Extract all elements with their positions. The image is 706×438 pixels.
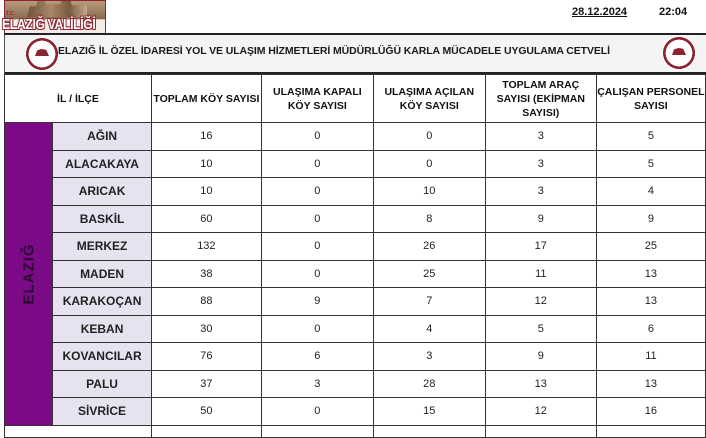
vehicle-count: 9 [485,205,596,233]
table-row [5,343,706,371]
district-name: MERKEZ [53,233,152,261]
vehicle-count: 12 [485,398,596,426]
staff-count: 6 [596,315,705,343]
vehicle-count: 17 [485,233,596,261]
snow-operations-table [4,74,706,438]
table-row [5,150,706,178]
total-villages: 16 [151,123,261,151]
table-row-partial [5,425,706,437]
opened-villages: 26 [373,233,485,261]
staff-count: 5 [596,123,705,151]
district-name: KOVANCILAR [53,343,152,371]
district-name: KARAKOÇAN [53,288,152,316]
vehicle-count: 3 [485,123,596,151]
table-row [5,398,706,426]
opened-villages: 15 [373,398,485,426]
table-header-row [5,75,706,123]
staff-count: 13 [596,260,705,288]
total-villages: 88 [151,288,261,316]
vehicle-count: 12 [485,288,596,316]
opened-villages: 4 [373,315,485,343]
total-villages: 132 [151,233,261,261]
table-row [5,178,706,206]
closed-villages: 0 [261,260,373,288]
column-header-vehicles: TOPLAM ARAÇ SAYISI (EKİPMAN SAYISI) [485,75,596,123]
district-name: ARICAK [53,178,152,206]
closed-villages: 0 [261,123,373,151]
opened-villages: 3 [373,343,485,371]
column-header-opened-villages: ULAŞIMA AÇILAN KÖY SAYISI [373,75,485,123]
district-name: KEBAN [53,315,152,343]
closed-villages: 0 [261,398,373,426]
opened-villages: 10 [373,178,485,206]
district-name: ALACAKAYA [53,150,152,178]
closed-villages: 0 [261,178,373,206]
closed-villages: 0 [261,150,373,178]
district-name: MADEN [53,260,152,288]
banner-title: ELAZIĞ VALİLİĞİ [2,16,96,33]
opened-villages: 0 [373,150,485,178]
district-name: AĞIN [53,123,152,151]
total-villages: 38 [151,260,261,288]
vehicle-count: 3 [485,178,596,206]
report-date: 28.12.2024 [572,6,628,18]
total-villages: 30 [151,315,261,343]
vehicle-count: 11 [485,260,596,288]
total-villages: 10 [151,178,261,206]
table-row [5,370,706,398]
staff-count: 13 [596,288,705,316]
total-villages: 37 [151,370,261,398]
province-band [5,123,53,426]
closed-villages: 0 [261,205,373,233]
table-row [5,233,706,261]
seal-logo-icon [662,36,696,70]
total-villages: 76 [151,343,261,371]
banner-prefix: T.C. [6,11,15,17]
staff-count: 16 [596,398,705,426]
district-name: SİVRİCE [53,398,152,426]
table-row [5,315,706,343]
vehicle-count: 13 [485,370,596,398]
opened-villages: 8 [373,205,485,233]
opened-villages: 25 [373,260,485,288]
opened-villages: 0 [373,123,485,151]
staff-count: 25 [596,233,705,261]
staff-count: 5 [596,150,705,178]
closed-villages: 0 [261,233,373,261]
district-name: BASKİL [53,205,152,233]
province-label: ELAZIĞ [20,243,38,305]
vehicle-count: 5 [485,315,596,343]
opened-villages: 7 [373,288,485,316]
column-header-district: İL / İLÇE [5,75,152,123]
total-villages: 50 [151,398,261,426]
staff-count: 9 [596,205,705,233]
closed-villages: 0 [261,315,373,343]
staff-count: 4 [596,178,705,206]
table-row [5,260,706,288]
vehicle-count: 9 [485,343,596,371]
district-name: PALU [53,370,152,398]
castle-image [27,0,87,17]
staff-count: 11 [596,343,705,371]
staff-count: 13 [596,370,705,398]
seal-logo-icon [25,37,59,71]
opened-villages: 28 [373,370,485,398]
closed-villages: 9 [261,288,373,316]
table-row [5,288,706,316]
table-row [5,123,706,151]
closed-villages: 3 [261,370,373,398]
document-title: ELAZIĞ İL ÖZEL İDARESİ YOL VE ULAŞIM HİZMETLERİ MÜDÜRLÜĞÜ KARLA MÜCADELE UYGULAMA CETVELİ [58,45,610,57]
total-villages: 10 [151,150,261,178]
closed-villages: 6 [261,343,373,371]
report-time: 22:04 [659,6,688,18]
vehicle-count: 3 [485,150,596,178]
column-header-total-villages: TOPLAM KÖY SAYISI [151,75,261,123]
total-villages: 60 [151,205,261,233]
table-row [5,205,706,233]
column-header-staff: ÇALIŞAN PERSONEL SAYISI [596,75,705,123]
column-header-closed-villages: ULAŞIMA KAPALI KÖY SAYISI [261,75,373,123]
